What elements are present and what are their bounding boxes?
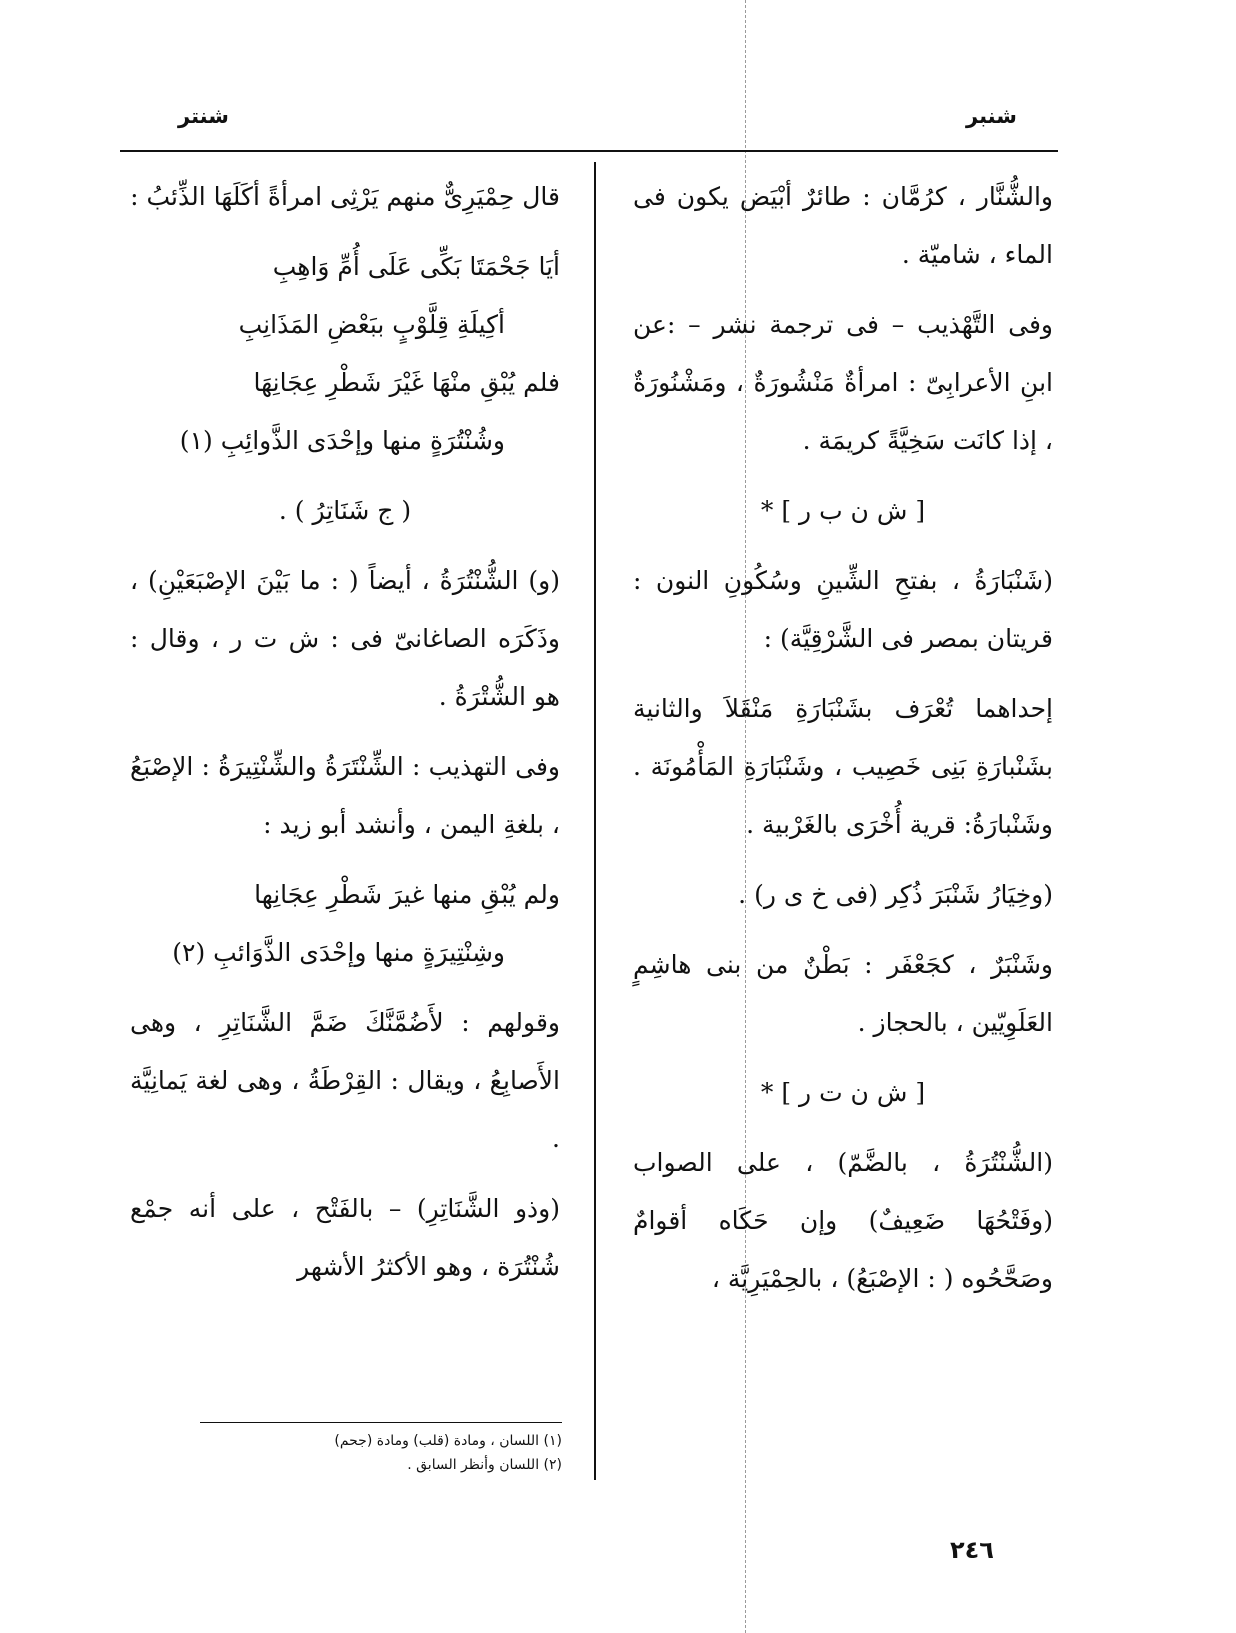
entry-tahdhib-note: وفى التَّهْذيب – فى ترجمة نشر – :عن ابنِ الأعرابِىّ : امرأةٌ مَنْشُورَةٌ ، ومَشْنُورَةٌ ، إذا كانَت سَخِيَّةً كريمَة . — [633, 310, 1053, 455]
left-column — [130, 168, 560, 1308]
entry-shuntura: (الشُّنْتُرَةُ ، بالضَّمّ) ، على الصواب (وفَتْحُهَا ضَعِيفٌ) وإن حَكَاه أقوامٌ وصَحَّحُوه ( : الإصْبَعُ) ، بالحِمْيَرِيَّة ، — [633, 1148, 1053, 1293]
entry-dhu-al-shanatir: (وذو الشَّنَاتِرِ) – بالفَتْح ، على أنه جمْع شُنْتُرَة ، وهو الأكثرُ الأشهر — [130, 1194, 560, 1281]
entry-shuntura-between-fingers: (و) الشُّنْتُرَةُ ، أيضاً ( : ما بَيْنَ الإصْبَعَيْنِ) ، وذَكَرَه الصاغانىّ فى : ش ت ر ، وقال : هو الشُّتْرَةُ . — [130, 566, 560, 711]
verse-block-1 — [130, 238, 560, 470]
entry-shanbar-clan: وشَنْبَرٌ ، كجَعْفَر : بَطْنٌ من بنى هاشِمٍ العَلَوِيّين ، بالحجاز . — [633, 950, 1053, 1037]
running-header-left: شنتر — [178, 104, 229, 128]
entry-shanbara: (شَنْبَارَةُ ، بفتحِ الشِّينِ وسُكُونِ النون : قريتان بمصر فى الشَّرْقِيَّة) : — [633, 566, 1053, 653]
verse-line: وشُنْتُرَةٍ منها وإحْدَى الذَّوائِبِ (١) — [179, 426, 505, 455]
root-heading-shntr: [ ش ن ت ر ] * — [760, 1078, 926, 1107]
right-column — [633, 168, 1053, 1320]
root-heading-shnbr: [ ش ن ب ر ] * — [760, 496, 926, 525]
verse-intro: قال حِمْيَرِىٌّ منهم يَرْثِى امرأةً أكَلَهَا الذِّئبُ : — [130, 182, 560, 211]
verse-line: وشِنْتِيرَةٍ منها وإحْدَى الذَّوَائبِ (٢) — [172, 938, 505, 967]
entry-khiyar-shanbar: (وخِيَارُ شَنْبَرَ ذُكِر (فى خ ى ر) . — [738, 880, 1053, 909]
verse-block-2 — [130, 866, 560, 982]
footnote-1: (١) اللسان ، ومادة (قلب) ومادة (جحم) — [334, 1433, 562, 1449]
page-number: ٢٤٦ — [950, 1536, 994, 1564]
footnotes — [200, 1422, 562, 1477]
entry-tahdhib-shintira: وفى التهذيب : الشِّنْتَرَةُ والشِّنْتِيرَةُ : الإصْبَعُ ، بلغةِ اليمن ، وأنشد أبو زيد : — [130, 752, 560, 839]
verse-line: أكِيلَةِ قِلَّوْبٍ ببَعْضِ المَذَانِبِ — [238, 310, 505, 339]
plural-note: ( ج شَنَاتِرُ ) . — [278, 496, 412, 525]
entry-shanbara-villages: إحداهما تُعْرَف بشَنْبَارَةِ مَنْقَلاَ والثانية بشَنْبارَةِ بَنِى خَصِيب ، وشَنْبَارَةِ المَأْمُونَة . وشَنْبارَةُ: قرية أُخْرَى بالغَرْبية . — [633, 694, 1053, 839]
footnote-2: (٢) اللسان وأنظر السابق . — [407, 1457, 562, 1473]
entry-shanatir-saying: وقولهم : لأَضُمَّنَّكَ ضَمَّ الشَّنَاتِرِ ، وهى الأَصابِعُ ، ويقال : القِرْطَةُ ، وهى لغة يَمانِيَّة . — [130, 1008, 560, 1153]
verse-line: ولم يُبْقِ منها غيرَ شَطْرِ عِجَانِها — [254, 880, 560, 909]
header-divider — [120, 150, 1058, 152]
running-header-right: شنبر — [966, 104, 1017, 128]
column-divider — [594, 162, 596, 1480]
verse-line: فلم يُبْقِ منْهَا غَيْرَ شَطْرِ عِجَانِهَا — [253, 368, 560, 397]
entry-shunnar: والشُّنَّار ، كرُمَّان : طائرٌ أبْيَض يكون فى الماء ، شاميّة . — [633, 182, 1053, 269]
verse-line: أيَا جَحْمَتَا بَكِّى عَلَى أُمِّ وَاهِبِ — [272, 252, 560, 281]
